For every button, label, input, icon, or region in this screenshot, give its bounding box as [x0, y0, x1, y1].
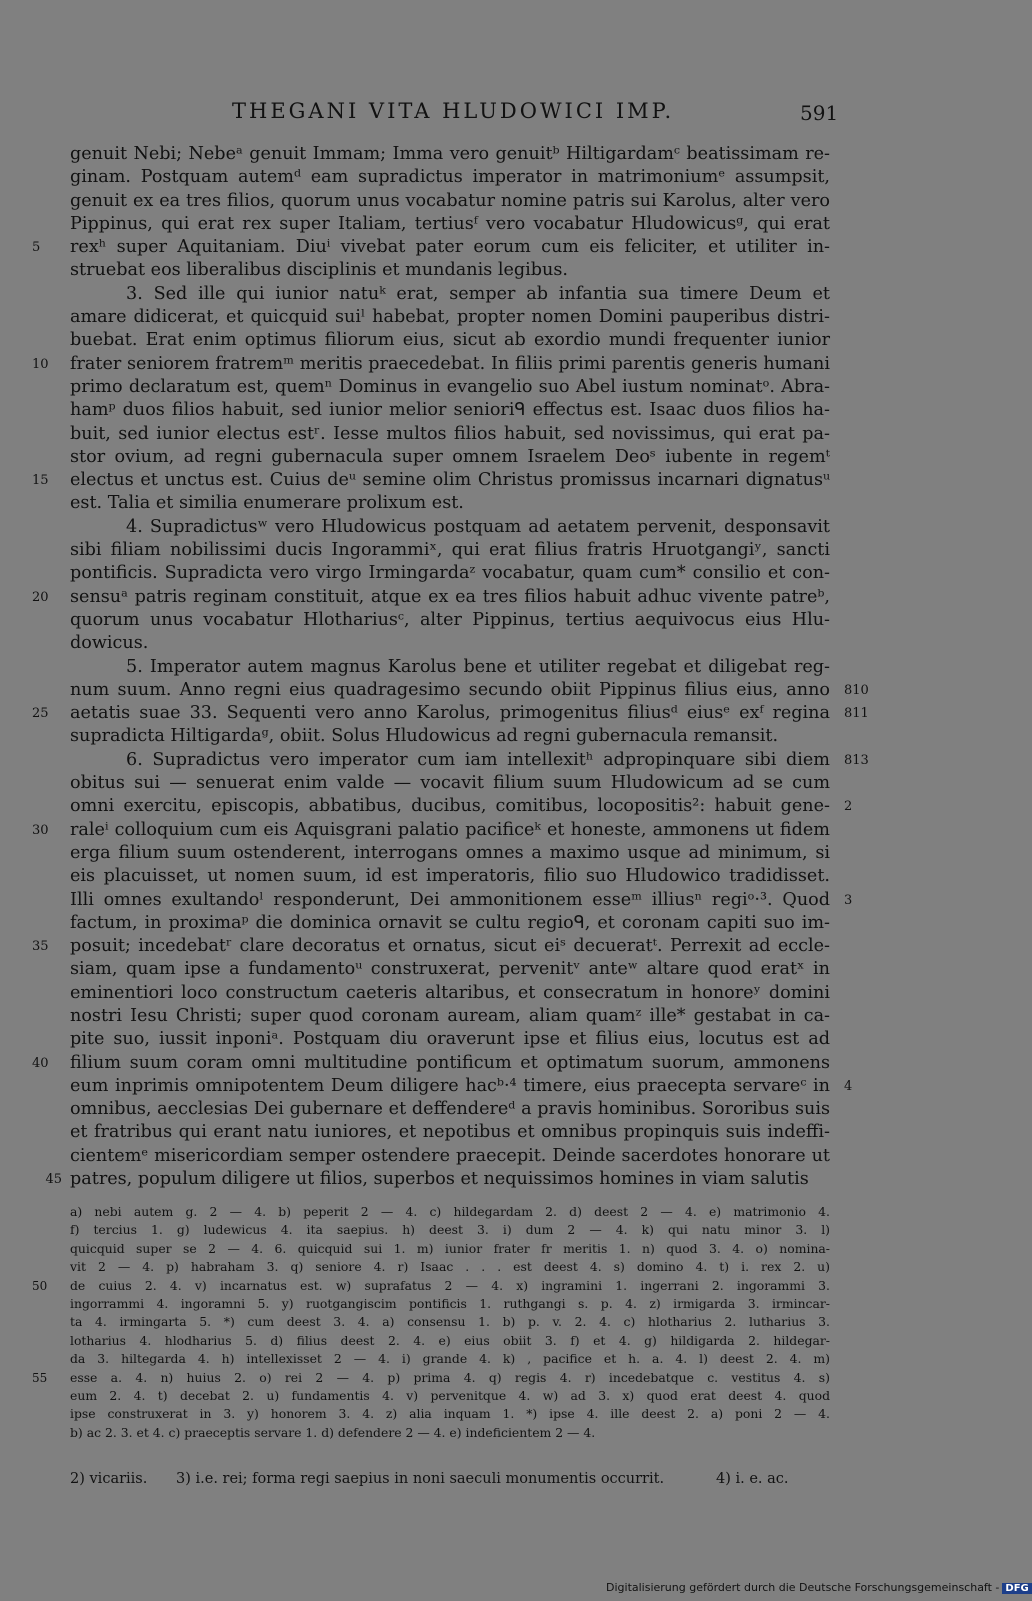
line-number: 45 — [45, 1172, 62, 1188]
apparatus-text: quicquid super se 2 — 4. 6. quicquid sui 1. m) iunior frater fr meritis 1. n) quod 3. 4. o) nomina- — [70, 1240, 830, 1256]
apparatus-text: f) tercius 1. g) ludewicus 4. ita saepius. h) deest 3. i) dum 2 — 4. k) qui natu minor 3. l) — [70, 1222, 830, 1238]
apparatus-text: eum 2. 4. t) decebat 2. u) fundamentis 4. v) pervenitque 4. w) ad 3. x) quod erat deest 4. quod — [70, 1387, 830, 1403]
line-text: 4. Supradictusʷ vero Hludowicus postquam ad aetatem pervenit, desponsavit — [126, 516, 830, 537]
line-text: rexʰ super Aquitaniam. Diuⁱ vivebat pater eorum cum eis feliciter, et utiliter in- — [70, 237, 830, 258]
line-text: num suum. Anno regni eius quadragesimo secundo obiit Pippinus filius eius, anno — [70, 679, 830, 700]
line-text: ginam. Postquam autemᵈ eam supradictus imperator in matrimoniumᵉ assumpsit, — [70, 167, 830, 188]
apparatus-text: esse a. 4. n) huius 2. o) rei 2 — 4. p) prima 4. q) regis 4. r) incedebatque c. vestitus 4. s) — [70, 1369, 830, 1385]
line-text: sibi filiam nobilissimi ducis Ingorammiˣ, qui erat filius fratris Hruotgangiʸ, sancti — [70, 540, 830, 561]
apparatus-text: de cuius 2. 4. v) incarnatus est. w) suprafatus 2 — 4. x) ingramini 1. ingerrani 2. ingorammi 3. — [70, 1277, 830, 1293]
text-line — [32, 819, 830, 842]
text-line — [70, 982, 830, 1005]
line-number: 35 — [32, 939, 49, 955]
digitization-credit — [606, 1581, 1032, 1594]
line-text: 5. Imperator autem magnus Karolus bene et utiliter regebat et diligebat reg- — [126, 656, 830, 677]
footnote-4: 4) i. e. ac. — [716, 1471, 789, 1487]
line-number: 20 — [32, 589, 49, 605]
apparatus-text: ta 4. irmingarta 5. *) cum deest 3. 4. a) consensu 1. b) p. v. 2. 4. c) hlotharius 2. lutharius 3. — [70, 1314, 830, 1330]
line-number: 40 — [32, 1055, 49, 1071]
line-text: raleⁱ colloquium cum eis Aquisgrani palatio pacificeᵏ et honeste, ammonens ut fidem — [70, 819, 830, 840]
apparatus-line — [70, 1240, 830, 1258]
line-text: primo declaratum est, quemⁿ Dominus in evangelio suo Abel iustum nominatᵒ. Abra- — [70, 376, 830, 397]
apparatus-line — [70, 1332, 830, 1350]
line-number: 50 — [32, 1278, 48, 1293]
apparatus-line — [70, 1313, 830, 1331]
line-text: 6. Supradictus vero imperator cum iam intellexitʰ adpropinquare sibi diem — [126, 749, 830, 770]
apparatus-line — [70, 1221, 830, 1239]
margin-note: 2 — [844, 799, 853, 815]
apparatus-text: a) nebi autem g. 2 — 4. b) peperit 2 — 4. c) hildegardam 2. d) deest 2 — 4. e) matrimonio 4. — [70, 1204, 830, 1219]
apparatus-line — [70, 1350, 830, 1368]
text-line — [70, 213, 830, 236]
text-line — [70, 609, 830, 632]
line-text: est. Talia et similia enumerare prolixum est. — [70, 493, 464, 514]
line-text: pite suo, iussit inponiᵃ. Postquam diu oraverunt ipse et filius eius, locutus est ad — [70, 1029, 830, 1050]
text-line — [70, 492, 830, 515]
line-text: factum, in proximaᵖ die dominica ornavit se cultu regioᑫ, et coronam capiti suo im- — [70, 912, 830, 933]
line-number: 15 — [32, 473, 49, 489]
text-line — [70, 1121, 830, 1144]
line-text: dowicus. — [70, 633, 149, 654]
text-line — [70, 283, 830, 306]
text-line — [70, 1098, 830, 1121]
line-text: omni exercitu, episcopis, abbatibus, ducibus, comitibus, locopositis²: habuit gene- — [70, 796, 830, 817]
text-line — [70, 679, 869, 702]
line-text: quorum unus vocabatur Hlothariusᶜ, alter Pippinus, tertius aequivocus eius Hlu- — [70, 609, 830, 630]
dfg-logo: DFG — [1002, 1583, 1031, 1594]
text-line — [70, 329, 830, 352]
apparatus-line — [70, 1405, 830, 1423]
line-text: cientemᵉ misericordiam semper ostendere praecepit. Deinde sacerdotes honorare ut — [70, 1145, 830, 1166]
running-head: THEGANI VITA HLUDOWICI IMP. — [232, 99, 675, 123]
text-line — [70, 376, 830, 399]
margin-note: 3 — [844, 892, 853, 908]
line-text: Pippinus, qui erat rex super Italiam, tertiusᶠ vero vocabatur Hludowicusᵍ, qui erat — [70, 213, 830, 234]
text-line — [70, 632, 830, 655]
text-line — [70, 143, 830, 166]
text-line — [45, 1168, 830, 1191]
text-line — [70, 772, 830, 795]
apparatus-text: vit 2 — 4. p) habraham 3. q) seniore 4. r) Isaac . . . est deest 4. s) domino 4. t) i. rex 2. u) — [70, 1259, 830, 1275]
apparatus-text: lotharius 4. hlodharius 5. d) filius deest 2. 4. e) eius obiit 3. f) et 4. g) hildigarda 2. hildegar- — [70, 1332, 830, 1348]
line-text: struebat eos liberalibus disciplinis et mundanis legibus. — [70, 260, 568, 281]
text-line — [70, 166, 830, 189]
apparatus-line — [70, 1387, 830, 1405]
text-line — [70, 795, 853, 818]
line-text: eminentiori loco constructum caeteris altaribus, et consecratum in honoreʸ domini — [70, 982, 830, 1003]
line-text: nostri Iesu Christi; super quod coronam auream, aliam quamᶻ ille* gestabat in ca- — [70, 1005, 830, 1026]
apparatus-text: ipse construxerat in 3. y) honorem 3. 4. z) alia inquam 1. *) ipse 4. ille deest 2. a) poni 2 — 4. — [70, 1406, 830, 1422]
text-line — [70, 190, 830, 213]
text-line — [32, 353, 830, 376]
line-text: genuit ex ea tres filios, quorum unus vocabatur nomine patris sui Karolus, alter vero — [70, 190, 830, 211]
footnote-2: 2) vicariis. — [70, 1471, 148, 1487]
line-text: obitus sui — senuerat enim valde — vocavit filium suum Hludowicum ad se cum — [70, 773, 830, 794]
line-text: aetatis suae 33. Sequenti vero anno Karolus, primogenitus filiusᵈ eiusᵉ exᶠ regina — [70, 703, 830, 724]
apparatus-text: da 3. hiltegarda 4. h) intellexisset 2 — 4. i) grande 4. k) , pacifice et h. a. 4. l) deest 2. 4. m) — [70, 1351, 830, 1367]
line-number: 5 — [32, 240, 41, 256]
line-text: genuit Nebi; Nebeᵃ genuit Immam; Imma vero genuitᵇ Hiltigardamᶜ beatissimam re- — [70, 144, 830, 164]
text-line — [70, 1028, 830, 1051]
apparatus-line — [32, 1369, 830, 1387]
line-text: amare didicerat, et quicquid suiˡ habebat, propter nomen Domini pauperibus distri- — [70, 307, 830, 328]
text-line — [70, 1005, 830, 1028]
line-text: sensuᵃ patris reginam constituit, atque ex ea tres filios habuit adhuc vivente patreᵇ, — [70, 586, 830, 607]
apparatus-line — [70, 1295, 830, 1313]
critical-apparatus — [32, 1203, 830, 1442]
text-line — [32, 236, 830, 259]
line-text: omnibus, aecclesias Dei gubernare et deffendereᵈ a pravis hominibus. Sororibus suis — [70, 1099, 830, 1120]
apparatus-line — [70, 1424, 830, 1442]
text-line — [32, 469, 830, 492]
text-line — [70, 539, 830, 562]
margin-note: 813 — [844, 752, 869, 768]
text-line — [70, 562, 830, 585]
line-text: erga filium suum ostenderent, interrogans omnes a maximo usque ad minimum, si — [70, 842, 830, 863]
line-number: 25 — [32, 706, 49, 722]
text-line — [70, 1075, 853, 1098]
apparatus-line — [70, 1203, 830, 1221]
footnote-3: 3) i.e. rei; forma regi saepius in noni saeculi monumentis occurrit. — [176, 1471, 665, 1487]
text-line — [70, 516, 830, 539]
line-text: patres, populum diligere ut filios, superbos et nequissimos homines in viam salutis — [70, 1169, 809, 1190]
apparatus-text: b) ac 2. 3. et 4. c) praeceptis servare 1. d) defendere 2 — 4. e) indeficientem 2 — 4. — [70, 1424, 596, 1440]
text-line — [70, 446, 830, 469]
line-text: electus et unctus est. Cuius deᵘ semine olim Christus promissus incarnari dignatusᵘ — [70, 470, 830, 491]
text-line — [70, 958, 830, 981]
text-line — [32, 1052, 830, 1075]
line-number: 55 — [32, 1370, 48, 1385]
text-line — [70, 306, 830, 329]
text-line — [70, 1145, 830, 1168]
line-text: eum inprimis omnipotentem Deum diligere hacᵇ·⁴ timere, eius praecepta servareᶜ in — [70, 1075, 830, 1096]
text-line — [70, 725, 830, 748]
text-line — [70, 656, 830, 679]
margin-note: 4 — [844, 1078, 853, 1094]
line-number: 10 — [32, 356, 49, 372]
main-text — [32, 143, 869, 1191]
line-text: posuit; incedebatʳ clare decoratus et ornatus, sicut eiˢ decueratᵗ. Perrexit ad eccle- — [70, 936, 830, 957]
line-text: Illi omnes exultandoˡ responderunt, Dei ammonitionem esseᵐ illiusⁿ regiᵒ·³. Quod — [70, 889, 830, 910]
margin-note: 810 — [844, 682, 869, 698]
margin-note: 811 — [844, 706, 869, 722]
line-text: stor ovium, ad regni gubernacula super omnem Israelem Deoˢ iubente in regemᵗ — [70, 446, 830, 467]
text-line — [70, 423, 830, 446]
line-text: pontificis. Supradicta vero virgo Irmingardaᶻ vocabatur, quam cum* consilio et con- — [70, 563, 830, 584]
line-text: et fratribus qui erant natu iuniores, et nepotibus et omnibus propinquis suis indeffi- — [70, 1122, 830, 1143]
text-line — [70, 865, 830, 888]
line-text: hamᵖ duos filios habuit, sed iunior melior senioriᑫ effectus est. Isaac duos filios ha- — [70, 400, 830, 421]
apparatus-line — [32, 1277, 830, 1295]
page-number: 591 — [800, 101, 839, 125]
text-line — [70, 842, 830, 865]
apparatus-text: ingorrammi 4. ingoramni 5. y) ruotgangiscim pontificis 1. ruthgangi s. p. 4. z) irmigarda 3. irmincar- — [70, 1295, 830, 1311]
line-text: buebat. Erat enim optimus filiorum eius, sicut ab exordio mundi frequenter iunior — [70, 330, 830, 351]
text-line — [70, 399, 830, 422]
line-text: filium suum coram omni multitudine pontificum et optimatum suorum, ammonens — [70, 1052, 830, 1073]
line-text: siam, quam ipse a fundamentoᵘ construxerat, pervenitᵛ anteʷ altare quod eratˣ in — [70, 959, 830, 980]
line-text: buit, sed iunior electus estʳ. Iesse multos filios habuit, sed novissimus, qui erat pa- — [70, 423, 830, 444]
text-line — [32, 935, 830, 958]
text-line — [70, 259, 830, 282]
line-text: supradicta Hiltigardaᵍ, obiit. Solus Hludowicus ad regni gubernacula remansit. — [70, 726, 779, 747]
text-line — [70, 749, 869, 772]
line-text: eis placuisset, ut nomen suum, id est imperatoris, filio suo Hludowico tradidisset. — [70, 866, 830, 887]
line-number: 30 — [32, 822, 49, 838]
line-text: 3. Sed ille qui iunior natuᵏ erat, semper ab infantia sua timere Deum et — [126, 283, 830, 304]
text-line — [70, 889, 853, 912]
apparatus-line — [70, 1258, 830, 1276]
text-line — [32, 702, 869, 725]
credit-text: Digitalisierung gefördert durch die Deutsche Forschungsgemeinschaft - — [606, 1581, 1000, 1594]
line-text: frater seniorem fratremᵐ meritis praecedebat. In filiis primi parentis generis humani — [70, 353, 830, 374]
text-line — [70, 912, 830, 935]
text-line — [32, 586, 830, 609]
